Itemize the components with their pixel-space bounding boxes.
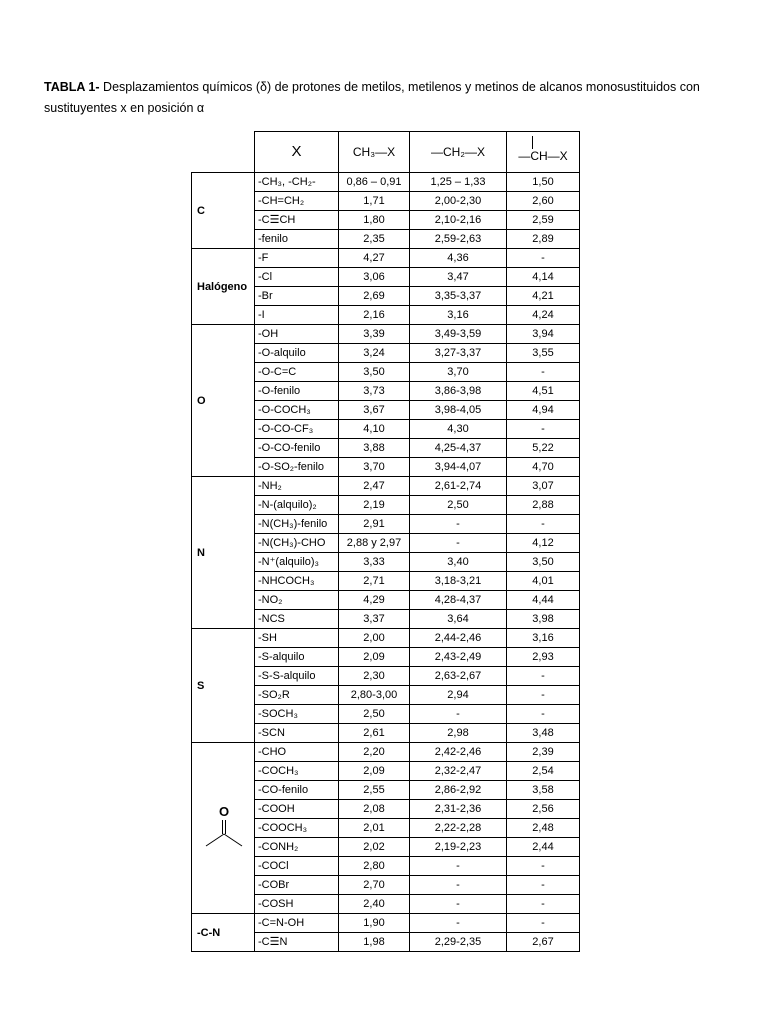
methylene-shift-cell: - [410,914,507,933]
methylene-shift-cell: 4,28-4,37 [410,591,507,610]
methine-shift-cell: - [507,420,580,439]
substituent-cell: -CO-fenilo [255,781,339,800]
methine-shift-cell: - [507,705,580,724]
methyl-shift-cell: 2,01 [339,819,410,838]
substituent-cell: -N⁺(alquilo)₃ [255,553,339,572]
group-label-cell [192,629,255,743]
methylene-shift-cell: 3,94-4,07 [410,458,507,477]
group-label: S [197,679,205,692]
methyl-shift-cell: 2,71 [339,572,410,591]
substituent-cell: -fenilo [255,230,339,249]
table-row [192,325,580,344]
methine-shift-cell: 3,50 [507,553,580,572]
substituent-cell: -OH [255,325,339,344]
methine-shift-cell: - [507,914,580,933]
methine-shift-cell: 2,44 [507,838,580,857]
header-methine [507,132,580,173]
substituent-cell: -O-alquilo [255,344,339,363]
methine-shift-cell: 3,16 [507,629,580,648]
substituent-cell: -O-SO₂-fenilo [255,458,339,477]
substituent-cell: -O-C=C [255,363,339,382]
methyl-shift-cell: 2,16 [339,306,410,325]
header-x [255,132,339,173]
substituent-cell: -I [255,306,339,325]
methyl-shift-cell: 3,88 [339,439,410,458]
methine-shift-cell: 2,59 [507,211,580,230]
methylene-shift-cell: 4,25-4,37 [410,439,507,458]
methylene-shift-cell: 2,61-2,74 [410,477,507,496]
methine-shift-cell: 4,21 [507,287,580,306]
methine-shift-cell: 4,44 [507,591,580,610]
header-x-label: X [291,142,302,160]
table-caption [44,77,734,119]
table-row [192,173,580,192]
methine-shift-cell: 4,94 [507,401,580,420]
methyl-shift-cell: 2,19 [339,496,410,515]
methylene-shift-cell: 4,30 [410,420,507,439]
methyl-shift-cell: 3,37 [339,610,410,629]
methyl-shift-cell: 2,50 [339,705,410,724]
methylene-shift-cell: - [410,534,507,553]
substituent-cell: -SCN [255,724,339,743]
methylene-shift-cell: 2,63-2,67 [410,667,507,686]
substituent-cell: -NCS [255,610,339,629]
methylene-shift-cell: 3,49-3,59 [410,325,507,344]
methyl-shift-cell: 2,55 [339,781,410,800]
table-row [192,914,580,933]
methyl-shift-cell: 2,88 y 2,97 [339,534,410,553]
methyl-shift-cell: 2,40 [339,895,410,914]
methyl-shift-cell: 4,27 [339,249,410,268]
methylene-shift-cell: 3,86-3,98 [410,382,507,401]
substituent-cell: -Br [255,287,339,306]
methylene-shift-cell: 2,44-2,46 [410,629,507,648]
header-methine-label: —CH—X [518,149,568,163]
methyl-shift-cell: 3,50 [339,363,410,382]
table-row [192,629,580,648]
methyl-shift-cell: 2,69 [339,287,410,306]
group-label: Halógeno [197,280,248,293]
methyl-shift-cell: 2,47 [339,477,410,496]
methylene-shift-cell: 2,42-2,46 [410,743,507,762]
methine-shift-cell: 3,58 [507,781,580,800]
methine-shift-cell: 5,22 [507,439,580,458]
methine-shift-cell: - [507,876,580,895]
group-label-cell [192,743,255,914]
methine-shift-cell: - [507,895,580,914]
group-label-cell [192,249,255,325]
methine-shift-cell: - [507,667,580,686]
methyl-shift-cell: 2,80-3,00 [339,686,410,705]
methyl-shift-cell: 4,10 [339,420,410,439]
table-row [192,743,580,762]
methylene-shift-cell: 1,25 – 1,33 [410,173,507,192]
methine-shift-cell: 2,54 [507,762,580,781]
methylene-shift-cell: 3,18-3,21 [410,572,507,591]
methylene-shift-cell: 2,86-2,92 [410,781,507,800]
methine-shift-cell: - [507,857,580,876]
methyl-shift-cell: 1,71 [339,192,410,211]
table-body [192,132,580,952]
methyl-shift-cell: 3,06 [339,268,410,287]
methine-shift-cell: 4,01 [507,572,580,591]
group-label: O [197,394,206,407]
substituent-cell: -S-S-alquilo [255,667,339,686]
substituent-cell: -C☰N [255,933,339,952]
methyl-shift-cell: 2,30 [339,667,410,686]
substituent-cell: -Cl [255,268,339,287]
methine-shift-cell: 2,56 [507,800,580,819]
methyl-shift-cell: 2,20 [339,743,410,762]
substituent-cell: -N(CH₃)-fenilo [255,515,339,534]
methylene-shift-cell: 2,50 [410,496,507,515]
methine-shift-cell: 4,14 [507,268,580,287]
substituent-cell: -O-fenilo [255,382,339,401]
methyl-shift-cell: 2,70 [339,876,410,895]
substituent-cell: -COCl [255,857,339,876]
methine-shift-cell: 3,07 [507,477,580,496]
methylene-shift-cell: 2,22-2,28 [410,819,507,838]
methyl-shift-cell: 4,29 [339,591,410,610]
methyl-shift-cell: 0,86 – 0,91 [339,173,410,192]
methine-shift-cell: 4,24 [507,306,580,325]
group-label-cell [192,325,255,477]
header-blank-cell [192,132,255,173]
methyl-shift-cell: 1,90 [339,914,410,933]
methylene-shift-cell: 2,32-2,47 [410,762,507,781]
methylene-shift-cell: - [410,705,507,724]
substituent-cell: -SO₂R [255,686,339,705]
methylene-shift-cell: 2,00-2,30 [410,192,507,211]
substituent-cell: -COBr [255,876,339,895]
methine-shift-cell: - [507,515,580,534]
methyl-shift-cell: 2,35 [339,230,410,249]
methyl-shift-cell: 2,02 [339,838,410,857]
methine-shift-cell: 3,48 [507,724,580,743]
substituent-cell: -S-alquilo [255,648,339,667]
methylene-shift-cell: - [410,876,507,895]
svg-text:O: O [218,804,230,819]
substituent-cell: -O-COCH₃ [255,401,339,420]
methylene-shift-cell: 3,47 [410,268,507,287]
group-label-cell [192,173,255,249]
methine-shift-cell: - [507,249,580,268]
methylene-shift-cell: 2,29-2,35 [410,933,507,952]
methine-shift-cell: 4,12 [507,534,580,553]
methine-shift-cell: 2,88 [507,496,580,515]
header-methyl-label: CH₃—X [352,144,396,159]
chemical-shift-table [191,131,580,952]
methylene-shift-cell: 2,94 [410,686,507,705]
group-label: C [197,204,205,217]
methyl-shift-cell: 2,00 [339,629,410,648]
methyl-shift-cell: 3,73 [339,382,410,401]
substituent-cell: -SOCH₃ [255,705,339,724]
substituent-cell: -SH [255,629,339,648]
header-methylene-label: —CH₂—X [431,144,485,159]
methine-shift-cell: 3,94 [507,325,580,344]
header-methylene [410,132,507,173]
substituent-cell: -N-(alquilo)₂ [255,496,339,515]
substituent-cell: -COOCH₃ [255,819,339,838]
methylene-shift-cell: - [410,857,507,876]
methine-structure [508,132,578,166]
group-label: -C-N [197,926,221,939]
methine-shift-cell: 3,98 [507,610,580,629]
methine-shift-cell: 4,70 [507,458,580,477]
methine-shift-cell: 2,39 [507,743,580,762]
caption-label: TABLA 1- [44,80,100,94]
carbonyl-structure-icon [202,804,246,856]
methylene-shift-cell: 3,35-3,37 [410,287,507,306]
methylene-shift-cell: 3,64 [410,610,507,629]
methylene-shift-cell: 2,19-2,23 [410,838,507,857]
methine-shift-cell: 3,55 [507,344,580,363]
substituent-cell: -CHO [255,743,339,762]
methylene-shift-cell: 2,31-2,36 [410,800,507,819]
group-label: N [197,546,205,559]
methine-shift-cell: 2,67 [507,933,580,952]
substituent-cell: -C☰CH [255,211,339,230]
methine-shift-cell: 2,89 [507,230,580,249]
methyl-shift-cell: 3,70 [339,458,410,477]
methyl-shift-cell: 2,08 [339,800,410,819]
methine-bond-line [532,136,533,149]
header-methyl [339,132,410,173]
substituent-cell: -COSH [255,895,339,914]
substituent-cell: -O-CO-CF₃ [255,420,339,439]
methine-shift-cell: 4,51 [507,382,580,401]
methyl-shift-cell: 1,98 [339,933,410,952]
methylene-shift-cell: 3,70 [410,363,507,382]
methine-shift-cell: - [507,363,580,382]
substituent-cell: -COOH [255,800,339,819]
methyl-shift-cell: 3,33 [339,553,410,572]
table-row [192,249,580,268]
substituent-cell: -NH₂ [255,477,339,496]
group-label-cell [192,477,255,629]
methylene-shift-cell: 3,16 [410,306,507,325]
substituent-cell: -CONH₂ [255,838,339,857]
methylene-shift-cell: 2,43-2,49 [410,648,507,667]
methine-shift-cell: 2,48 [507,819,580,838]
substituent-cell: -O-CO-fenilo [255,439,339,458]
substituent-cell: -NHCOCH₃ [255,572,339,591]
substituent-cell: -NO₂ [255,591,339,610]
header-row [192,132,580,173]
substituent-cell: -N(CH₃)-CHO [255,534,339,553]
methylene-shift-cell: 3,98-4,05 [410,401,507,420]
caption-text: Desplazamientos químicos (δ) de protones de metilos, metilenos y metinos de alcanos monosustituidos con sustituyentes x en posición α [44,80,700,115]
methyl-shift-cell: 3,24 [339,344,410,363]
methylene-shift-cell: 4,36 [410,249,507,268]
substituent-cell: -C=N-OH [255,914,339,933]
methine-shift-cell: 1,50 [507,173,580,192]
methine-shift-cell: 2,93 [507,648,580,667]
group-label-cell [192,914,255,952]
methylene-shift-cell: 2,59-2,63 [410,230,507,249]
methyl-shift-cell: 2,91 [339,515,410,534]
methyl-shift-cell: 2,80 [339,857,410,876]
substituent-cell: -CH=CH₂ [255,192,339,211]
methylene-shift-cell: 3,27-3,37 [410,344,507,363]
substituent-cell: -COCH₃ [255,762,339,781]
methyl-shift-cell: 1,80 [339,211,410,230]
substituent-cell: -CH₃, -CH₂- [255,173,339,192]
methyl-shift-cell: 3,67 [339,401,410,420]
methylene-shift-cell: 2,10-2,16 [410,211,507,230]
methine-shift-cell: - [507,686,580,705]
methyl-shift-cell: 3,39 [339,325,410,344]
methylene-shift-cell: 2,98 [410,724,507,743]
table-row [192,477,580,496]
methyl-shift-cell: 2,09 [339,762,410,781]
methylene-shift-cell: 3,40 [410,553,507,572]
substituent-cell: -F [255,249,339,268]
methylene-shift-cell: - [410,515,507,534]
methylene-shift-cell: - [410,895,507,914]
methyl-shift-cell: 2,09 [339,648,410,667]
methyl-shift-cell: 2,61 [339,724,410,743]
methine-shift-cell: 2,60 [507,192,580,211]
